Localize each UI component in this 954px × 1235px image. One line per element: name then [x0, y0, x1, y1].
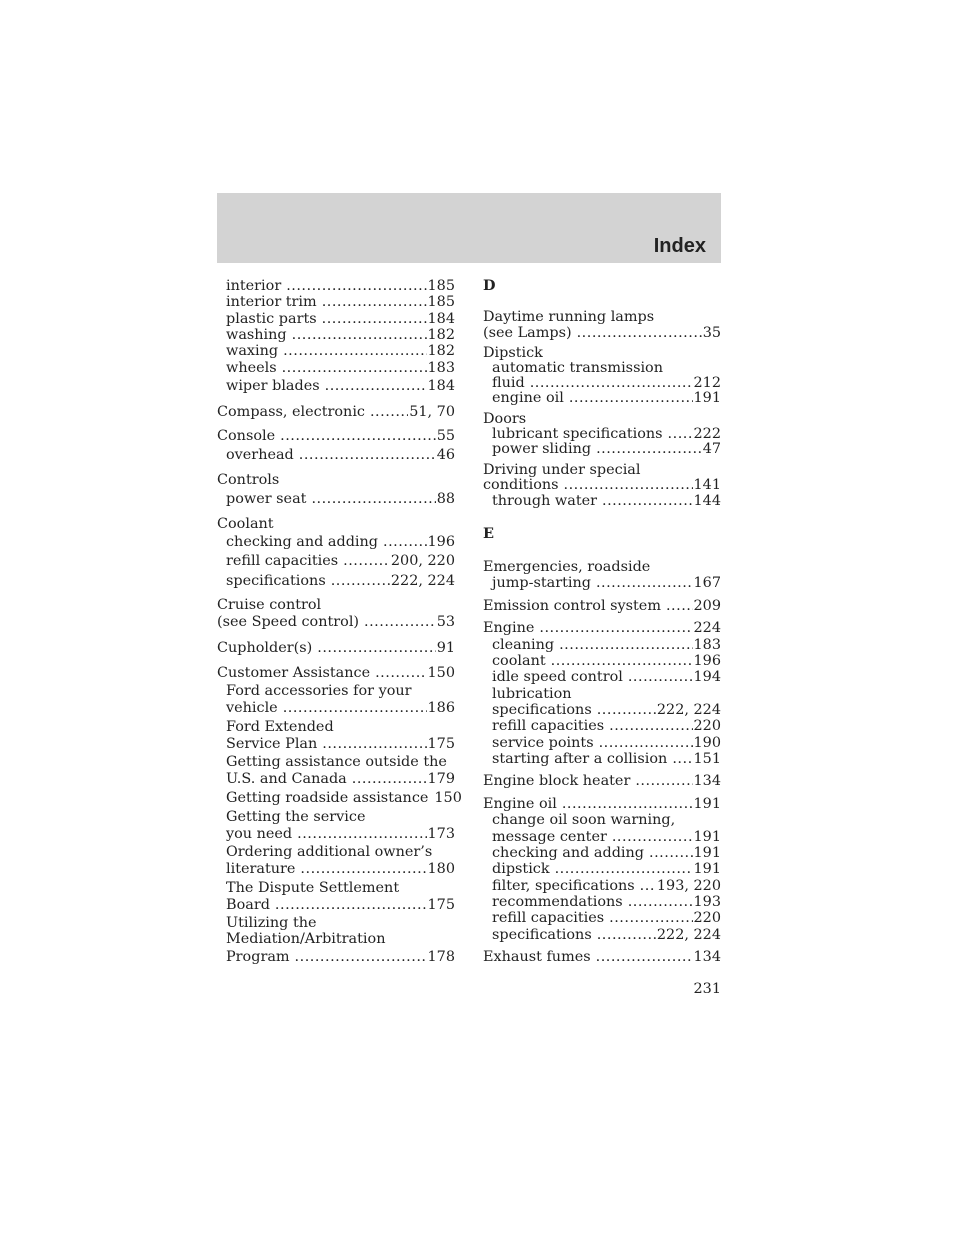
entry-text: Daytime running lamps	[483, 309, 655, 325]
index-subentry	[226, 682, 412, 700]
entry-page: 191	[693, 845, 721, 861]
dot-leader	[317, 639, 435, 657]
entry-text: wiper blades	[226, 378, 320, 394]
entry-page: 35	[702, 325, 721, 341]
index-subentry	[226, 533, 455, 551]
index-subentry	[226, 860, 455, 878]
dot-leader	[635, 772, 692, 790]
entry-page: 184	[427, 311, 455, 327]
entry-page: 150	[434, 790, 462, 806]
index-entry	[217, 639, 455, 657]
page-header	[217, 193, 721, 263]
entry-text: Controls	[217, 472, 280, 488]
dot-leader	[343, 552, 390, 570]
entry-text: washing	[226, 327, 287, 343]
index-subentry	[226, 572, 455, 590]
dot-leader	[628, 668, 693, 686]
entry-text: Engine block heater	[483, 773, 631, 789]
entry-page: 222, 224	[656, 702, 721, 718]
entry-text: power seat	[226, 491, 307, 507]
index-subentry	[226, 377, 455, 395]
entry-page: 178	[427, 949, 455, 965]
dot-leader	[609, 909, 692, 927]
index-subentry	[492, 860, 721, 878]
dot-leader	[569, 389, 693, 407]
entry-text: lubricant specifications	[492, 426, 663, 442]
entry-text: specifications	[226, 573, 326, 589]
entry-text: (see Lamps)	[483, 325, 572, 341]
entry-text: refill capacities	[226, 553, 339, 569]
entry-page: 212	[693, 375, 721, 391]
entry-text: refill capacities	[492, 718, 605, 734]
dot-leader	[295, 948, 427, 966]
index-subentry	[226, 789, 462, 807]
entry-page: 184	[427, 378, 455, 394]
entry-page: 200, 220	[390, 553, 455, 569]
header-title: Index	[653, 235, 706, 257]
dot-leader	[602, 492, 693, 510]
entry-text: wheels	[226, 360, 277, 376]
entry-text: specifications	[492, 702, 592, 718]
dot-leader	[331, 572, 390, 590]
entry-text: cleaning	[492, 637, 555, 653]
dot-leader	[364, 613, 436, 631]
entry-text: Emission control system	[483, 598, 661, 614]
dot-leader	[596, 948, 693, 966]
entry-page: 167	[693, 575, 721, 591]
dot-leader	[555, 860, 693, 878]
entry-text: Doors	[483, 411, 527, 427]
entry-page: 175	[427, 736, 455, 752]
dot-leader	[539, 619, 692, 637]
entry-page: 134	[693, 773, 721, 789]
entry-text: filter, specifications	[492, 878, 635, 894]
entry-text: dipstick	[492, 861, 550, 877]
entry-text: Ford accessories for your	[226, 683, 412, 699]
index-subentry	[226, 359, 455, 377]
index-subentry	[492, 389, 721, 407]
index-subentry	[226, 825, 455, 843]
index-subentry	[492, 492, 721, 510]
entry-text: refill capacities	[492, 910, 605, 926]
index-entry	[483, 772, 721, 790]
index-subentry	[492, 440, 721, 458]
entry-page: 46	[436, 447, 455, 463]
dot-leader	[672, 750, 692, 768]
index-subentry	[226, 490, 455, 508]
entry-text: Getting the service	[226, 809, 366, 825]
entry-text: U.S. and Canada	[226, 771, 347, 787]
entry-text: Driving under special	[483, 462, 641, 478]
section-letter: E	[483, 525, 494, 542]
entry-text: automatic transmission	[492, 360, 663, 376]
page-number: 231	[693, 981, 721, 997]
entry-page: 55	[436, 428, 455, 444]
entry-page: 150	[427, 665, 455, 681]
entry-text: jump-starting	[492, 575, 591, 591]
entry-text: idle speed control	[492, 669, 623, 685]
dot-leader	[300, 860, 426, 878]
entry-text: Getting assistance outside the	[226, 754, 447, 770]
entry-text: vehicle	[226, 700, 278, 716]
entry-page: 182	[427, 343, 455, 359]
entry-page: 134	[693, 949, 721, 965]
entry-text: service points	[492, 735, 594, 751]
entry-text: fluid	[492, 375, 525, 391]
dot-leader	[666, 597, 693, 615]
index-subentry	[492, 750, 721, 768]
index-subentry	[492, 574, 721, 592]
dot-leader	[283, 342, 426, 360]
entry-text: you need	[226, 826, 293, 842]
index-subentry	[226, 293, 455, 311]
entry-text: Mediation/Arbitration	[226, 931, 386, 947]
index-entry	[217, 471, 279, 489]
entry-page: 222	[693, 426, 721, 442]
dot-leader	[311, 490, 435, 508]
dot-leader	[283, 699, 427, 717]
entry-page: 220	[693, 718, 721, 734]
entry-page: 141	[693, 477, 721, 493]
entry-text: Utilizing the	[226, 915, 317, 931]
index-entry	[483, 324, 721, 342]
index-entry	[217, 596, 321, 614]
entry-page: 88	[436, 491, 455, 507]
entry-page: 144	[693, 493, 721, 509]
entry-text: overhead	[226, 447, 294, 463]
index-subentry	[492, 811, 675, 829]
entry-page: 53	[436, 614, 455, 630]
dot-leader	[597, 926, 656, 944]
entry-text: Compass, electronic	[217, 404, 365, 420]
dot-leader	[322, 293, 427, 311]
entry-text: Coolant	[217, 516, 274, 532]
dot-leader	[383, 533, 427, 551]
entry-text: (see Speed control)	[217, 614, 360, 630]
dot-leader	[282, 359, 427, 377]
entry-page: 191	[693, 796, 721, 812]
index-subentry	[492, 926, 721, 944]
entry-text: recommendations	[492, 894, 623, 910]
dot-leader	[275, 896, 427, 914]
dot-leader	[596, 574, 693, 592]
entry-page: 175	[427, 897, 455, 913]
index-entry	[217, 403, 455, 421]
entry-text: Dipstick	[483, 345, 543, 361]
entry-text: plastic parts	[226, 311, 317, 327]
entry-text: Program	[226, 949, 290, 965]
dot-leader	[280, 427, 436, 445]
entry-text: specifications	[492, 927, 592, 943]
entry-page: 222, 224	[656, 927, 721, 943]
entry-text: checking and adding	[226, 534, 379, 550]
index-entry	[483, 597, 721, 615]
entry-text: Board	[226, 897, 270, 913]
index-entry	[217, 613, 455, 631]
entry-text: literature	[226, 861, 296, 877]
index-subentry	[226, 879, 399, 897]
entry-text: Engine	[483, 620, 535, 636]
index-subentry	[492, 909, 721, 927]
index-subentry	[226, 930, 385, 948]
entry-page: 47	[702, 441, 721, 457]
entry-text: engine oil	[492, 390, 564, 406]
entry-page: 196	[693, 653, 721, 669]
entry-text: interior trim	[226, 294, 317, 310]
entry-text: The Dispute Settlement	[226, 880, 400, 896]
entry-text: lubrication	[492, 686, 572, 702]
entry-text: message center	[492, 829, 607, 845]
entry-page: 182	[427, 327, 455, 343]
entry-text: change oil soon warning,	[492, 812, 676, 828]
entry-text: Ordering additional owner’s	[226, 844, 433, 860]
index-subentry	[226, 843, 432, 861]
index-entry	[483, 619, 721, 637]
index-subentry	[226, 735, 455, 753]
index-subentry	[492, 717, 721, 735]
entry-page: 224	[693, 620, 721, 636]
entry-page: 220	[693, 910, 721, 926]
entry-page: 194	[693, 669, 721, 685]
dot-leader	[325, 377, 427, 395]
index-subentry	[492, 668, 721, 686]
entry-text: Ford Extended	[226, 719, 334, 735]
index-subentry	[226, 342, 455, 360]
entry-page: 222, 224	[390, 573, 455, 589]
entry-text: interior	[226, 278, 282, 294]
index-entry	[217, 515, 274, 533]
dot-leader	[375, 664, 426, 682]
entry-page: 91	[436, 640, 455, 656]
entry-page: 193	[693, 894, 721, 910]
index-subentry	[226, 948, 455, 966]
index-subentry	[226, 552, 455, 570]
entry-text: Exhaust fumes	[483, 949, 591, 965]
entry-text: waxing	[226, 343, 279, 359]
entry-text: Engine oil	[483, 796, 557, 812]
entry-page: 173	[427, 826, 455, 842]
entry-page: 179	[427, 771, 455, 787]
index-entry	[483, 948, 721, 966]
index-subentry	[226, 770, 455, 788]
entry-text: starting after a collision	[492, 751, 668, 767]
index-subentry	[226, 446, 455, 464]
entry-page: 196	[427, 534, 455, 550]
entry-page: 51, 70	[409, 404, 455, 420]
entry-page: 180	[427, 861, 455, 877]
entry-page: 191	[693, 829, 721, 845]
index-entry	[217, 664, 455, 682]
dot-leader	[609, 717, 692, 735]
entry-text: Cruise control	[217, 597, 322, 613]
entry-page: 183	[693, 637, 721, 653]
entry-text: Getting roadside assistance	[226, 790, 429, 806]
entry-page: 183	[427, 360, 455, 376]
dot-leader	[577, 324, 702, 342]
entry-text: through water	[492, 493, 597, 509]
entry-text: Cupholder(s)	[217, 640, 313, 656]
index-subentry	[226, 896, 455, 914]
index-subentry	[226, 718, 334, 736]
dot-leader	[297, 825, 426, 843]
entry-text: Emergencies, roadside	[483, 559, 651, 575]
entry-page: 209	[693, 598, 721, 614]
index-subentry	[226, 808, 365, 826]
dot-leader	[322, 735, 426, 753]
entry-text: checking and adding	[492, 845, 645, 861]
entry-text: Service Plan	[226, 736, 318, 752]
index-entry	[217, 427, 455, 445]
entry-page: 191	[693, 861, 721, 877]
dot-leader	[299, 446, 436, 464]
entry-text: power sliding	[492, 441, 592, 457]
entry-page: 186	[427, 700, 455, 716]
dot-leader	[370, 403, 408, 421]
dot-leader	[596, 440, 702, 458]
entry-page: 191	[693, 390, 721, 406]
entry-text: coolant	[492, 653, 546, 669]
entry-text: Console	[217, 428, 276, 444]
entry-page: 185	[427, 278, 455, 294]
entry-page: 190	[693, 735, 721, 751]
entry-page: 185	[427, 294, 455, 310]
index-subentry	[226, 699, 455, 717]
entry-text: Customer Assistance	[217, 665, 371, 681]
section-letter: D	[483, 277, 496, 294]
entry-page: 151	[693, 751, 721, 767]
entry-page: 193, 220	[656, 878, 721, 894]
dot-leader	[352, 770, 427, 788]
index-subentry	[226, 753, 447, 771]
entry-text: conditions	[483, 477, 559, 493]
